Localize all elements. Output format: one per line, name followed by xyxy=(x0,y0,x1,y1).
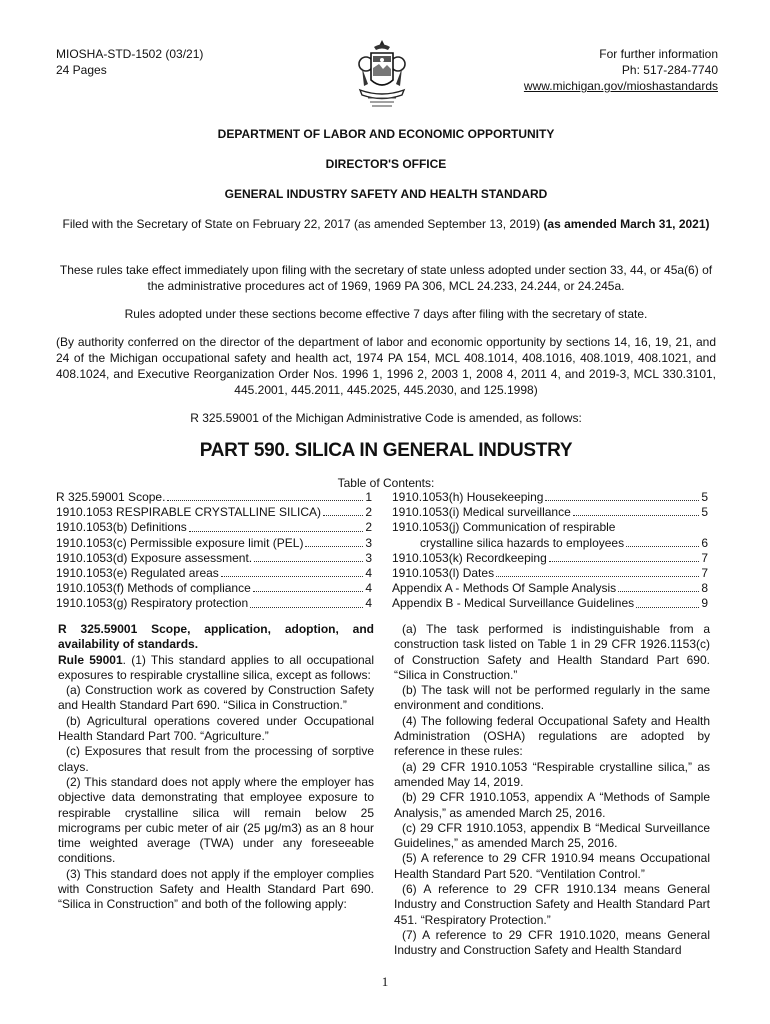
paragraph-1a: (a) Construction work as covered by Construction Safety and Health Standard Part 690. “Silica in Construction.” xyxy=(58,683,374,713)
toc-title: Table of Contents: xyxy=(337,476,435,490)
toc-entry[interactable]: 1910.1053(d) Exposure assessment. 3 xyxy=(56,550,372,565)
toc-entry[interactable]: Appendix A - Methods Of Sample Analysis 8 xyxy=(392,581,708,596)
amended-notice: R 325.59001 of the Michigan Administrative Code is amended, as follows: xyxy=(190,411,582,425)
header-left xyxy=(56,46,203,78)
toc-entry[interactable]: 1910.1053(h) Housekeeping 5 xyxy=(392,490,708,504)
page-count: 24 Pages xyxy=(56,63,107,77)
toc-right-column xyxy=(392,490,708,612)
website-link[interactable]: www.michigan.gov/mioshastandards xyxy=(523,79,718,93)
toc-entry-continued[interactable]: crystalline silica hazards to employees 6 xyxy=(420,535,708,550)
info-label: For further information xyxy=(599,47,718,61)
phone-number: Ph: 517-284-7740 xyxy=(621,63,718,77)
filed-statement xyxy=(56,216,716,232)
amended-date: (as amended March 31, 2021) xyxy=(543,217,710,231)
paragraph-2: (2) This standard does not apply where the employer has objective data demonstrating that employee exposure to respirable crystalline silica will remain below 25 micrograms per cubic meter of air (25 μg/m3) as an 8 hour time weighted average (TWA) under any foreseeable conditions. xyxy=(58,774,374,866)
standard-id: MIOSHA-STD-1502 (03/21) xyxy=(56,47,204,61)
paragraph-7: (7) A reference to 29 CFR 1910.1020, means General Industry and Construction Safety and Health Standard xyxy=(394,927,710,958)
paragraph-3a: (a) The task performed is indistinguishable from a construction task listed on Table 1 in 29 CFR 1926.1153(c) of Construction Safety and Health Standard Part 690. “Silica in Construction.” xyxy=(394,622,710,682)
toc-entry[interactable]: 1910.1053(g) Respiratory protection 4 xyxy=(56,596,372,611)
toc-entry[interactable]: 1910.1053(j) Communication of respirable xyxy=(392,520,616,535)
paragraph-1c: (c) Exposures that result from the processing of sorptive clays. xyxy=(58,744,374,774)
paragraph-4: (4) The following federal Occupational Safety and Health Administration (OSHA) regulations are adopted by reference in these rules: xyxy=(394,713,710,759)
body-left-column xyxy=(58,622,374,913)
department-heading: DEPARTMENT OF LABOR AND ECONOMIC OPPORTUNITY xyxy=(217,127,555,141)
toc-entry[interactable]: 1910.1053(c) Permissible exposure limit (PEL) 3 xyxy=(56,535,372,550)
paragraph-3: (3) This standard does not apply if the employer complies with Construction Safety and Health Standard Part 690. “Silica in Construction” and both of the following apply: xyxy=(58,866,374,912)
toc-entry[interactable]: 1910.1053(i) Medical surveillance 5 xyxy=(392,505,708,520)
header-right xyxy=(524,46,718,94)
authority-paragraph: (By authority conferred on the director of the department of labor and economic opportunity by sections 14, 16, 19, 21, and 24 of the Michigan occupational safety and health act, 1974 PA 154, MCL 408.1014, 408.1016, 408.1019, 408.1021, and 408.1024, and Executive Reorganization Order Nos. 1996 1, 1996 2, 2003 1, 2008 4, 2011 4, and 2019-3, MCL 330.3101, 445.2001, 445.2011, 445.2025, 445.2030, and 125.1998) xyxy=(56,335,716,397)
toc-left-column xyxy=(56,490,372,612)
office-heading: DIRECTOR'S OFFICE xyxy=(325,157,447,171)
paragraph-4b: (b) 29 CFR 1910.1053, appendix A “Methods of Sample Analysis,” as amended March 25, 2016. xyxy=(394,790,710,820)
toc-entry[interactable]: R 325.59001 Scope. 1 xyxy=(56,490,372,504)
paragraph-3b: (b) The task will not be performed regularly in the same environment and conditions. xyxy=(394,683,710,713)
paragraph-6: (6) A reference to 29 CFR 1910.134 means General Industry and Construction Safety and Health Standard Part 451. “Respiratory Protection.” xyxy=(394,882,710,927)
paragraph-4a: (a) 29 CFR 1910.1053 “Respirable crystalline silica,” as amended May 14, 2019. xyxy=(394,759,710,789)
paragraph-1b: (b) Agricultural operations covered under Occupational Health Standard Part 700. “Agriculture.” xyxy=(58,713,374,744)
rule-paragraph: Rule 59001. (1) This standard applies to all occupational exposures to respirable crystalline silica, except as follows: xyxy=(58,652,374,682)
toc-entry[interactable]: 1910.1053(k) Recordkeeping 7 xyxy=(392,550,708,565)
rules-adopted-paragraph: Rules adopted under these sections become effective 7 days after filing with the secretary of state. xyxy=(124,307,648,321)
paragraph-5: (5) A reference to 29 CFR 1910.94 means Occupational Health Standard Part 520. “Ventilation Control.” xyxy=(394,851,710,881)
filed-text: Filed with the Secretary of State on February 22, 2017 (as amended September 13, 2019) xyxy=(62,217,544,231)
toc-entry[interactable]: 1910.1053(e) Regulated areas 4 xyxy=(56,566,372,581)
toc-entry[interactable]: 1910.1053(l) Dates 7 xyxy=(392,566,708,581)
effect-paragraph: These rules take effect immediately upon filing with the secretary of state unless adopted under section 33, 44, or 45a(6) of the administrative procedures act of 1969, 1969 PA 306, MCL 24.233, 24.244, or 24.245a. xyxy=(59,263,713,293)
toc-entry[interactable]: 1910.1053(b) Definitions 2 xyxy=(56,520,372,535)
michigan-state-seal-icon xyxy=(354,38,410,110)
paragraph-4c: (c) 29 CFR 1910.1053, appendix B “Medical Surveillance Guidelines,” as amended March 25, 2016. xyxy=(394,820,710,851)
section-heading: R 325.59001 Scope, application, adoption, and availability of standards. xyxy=(58,622,374,652)
toc-entry[interactable]: 1910.1053 RESPIRABLE CRYSTALLINE SILICA) 2 xyxy=(56,505,372,520)
part-title: PART 590. SILICA IN GENERAL INDUSTRY xyxy=(199,440,573,461)
standard-heading: GENERAL INDUSTRY SAFETY AND HEALTH STANDARD xyxy=(224,187,548,201)
body-right-column xyxy=(394,622,710,959)
toc-entry[interactable]: 1910.1053(f) Methods of compliance 4 xyxy=(56,581,372,596)
rule-label: Rule 59001 xyxy=(58,652,123,667)
toc-entry[interactable]: Appendix B - Medical Surveillance Guidelines 9 xyxy=(392,596,708,611)
page-number: 1 xyxy=(381,974,389,989)
